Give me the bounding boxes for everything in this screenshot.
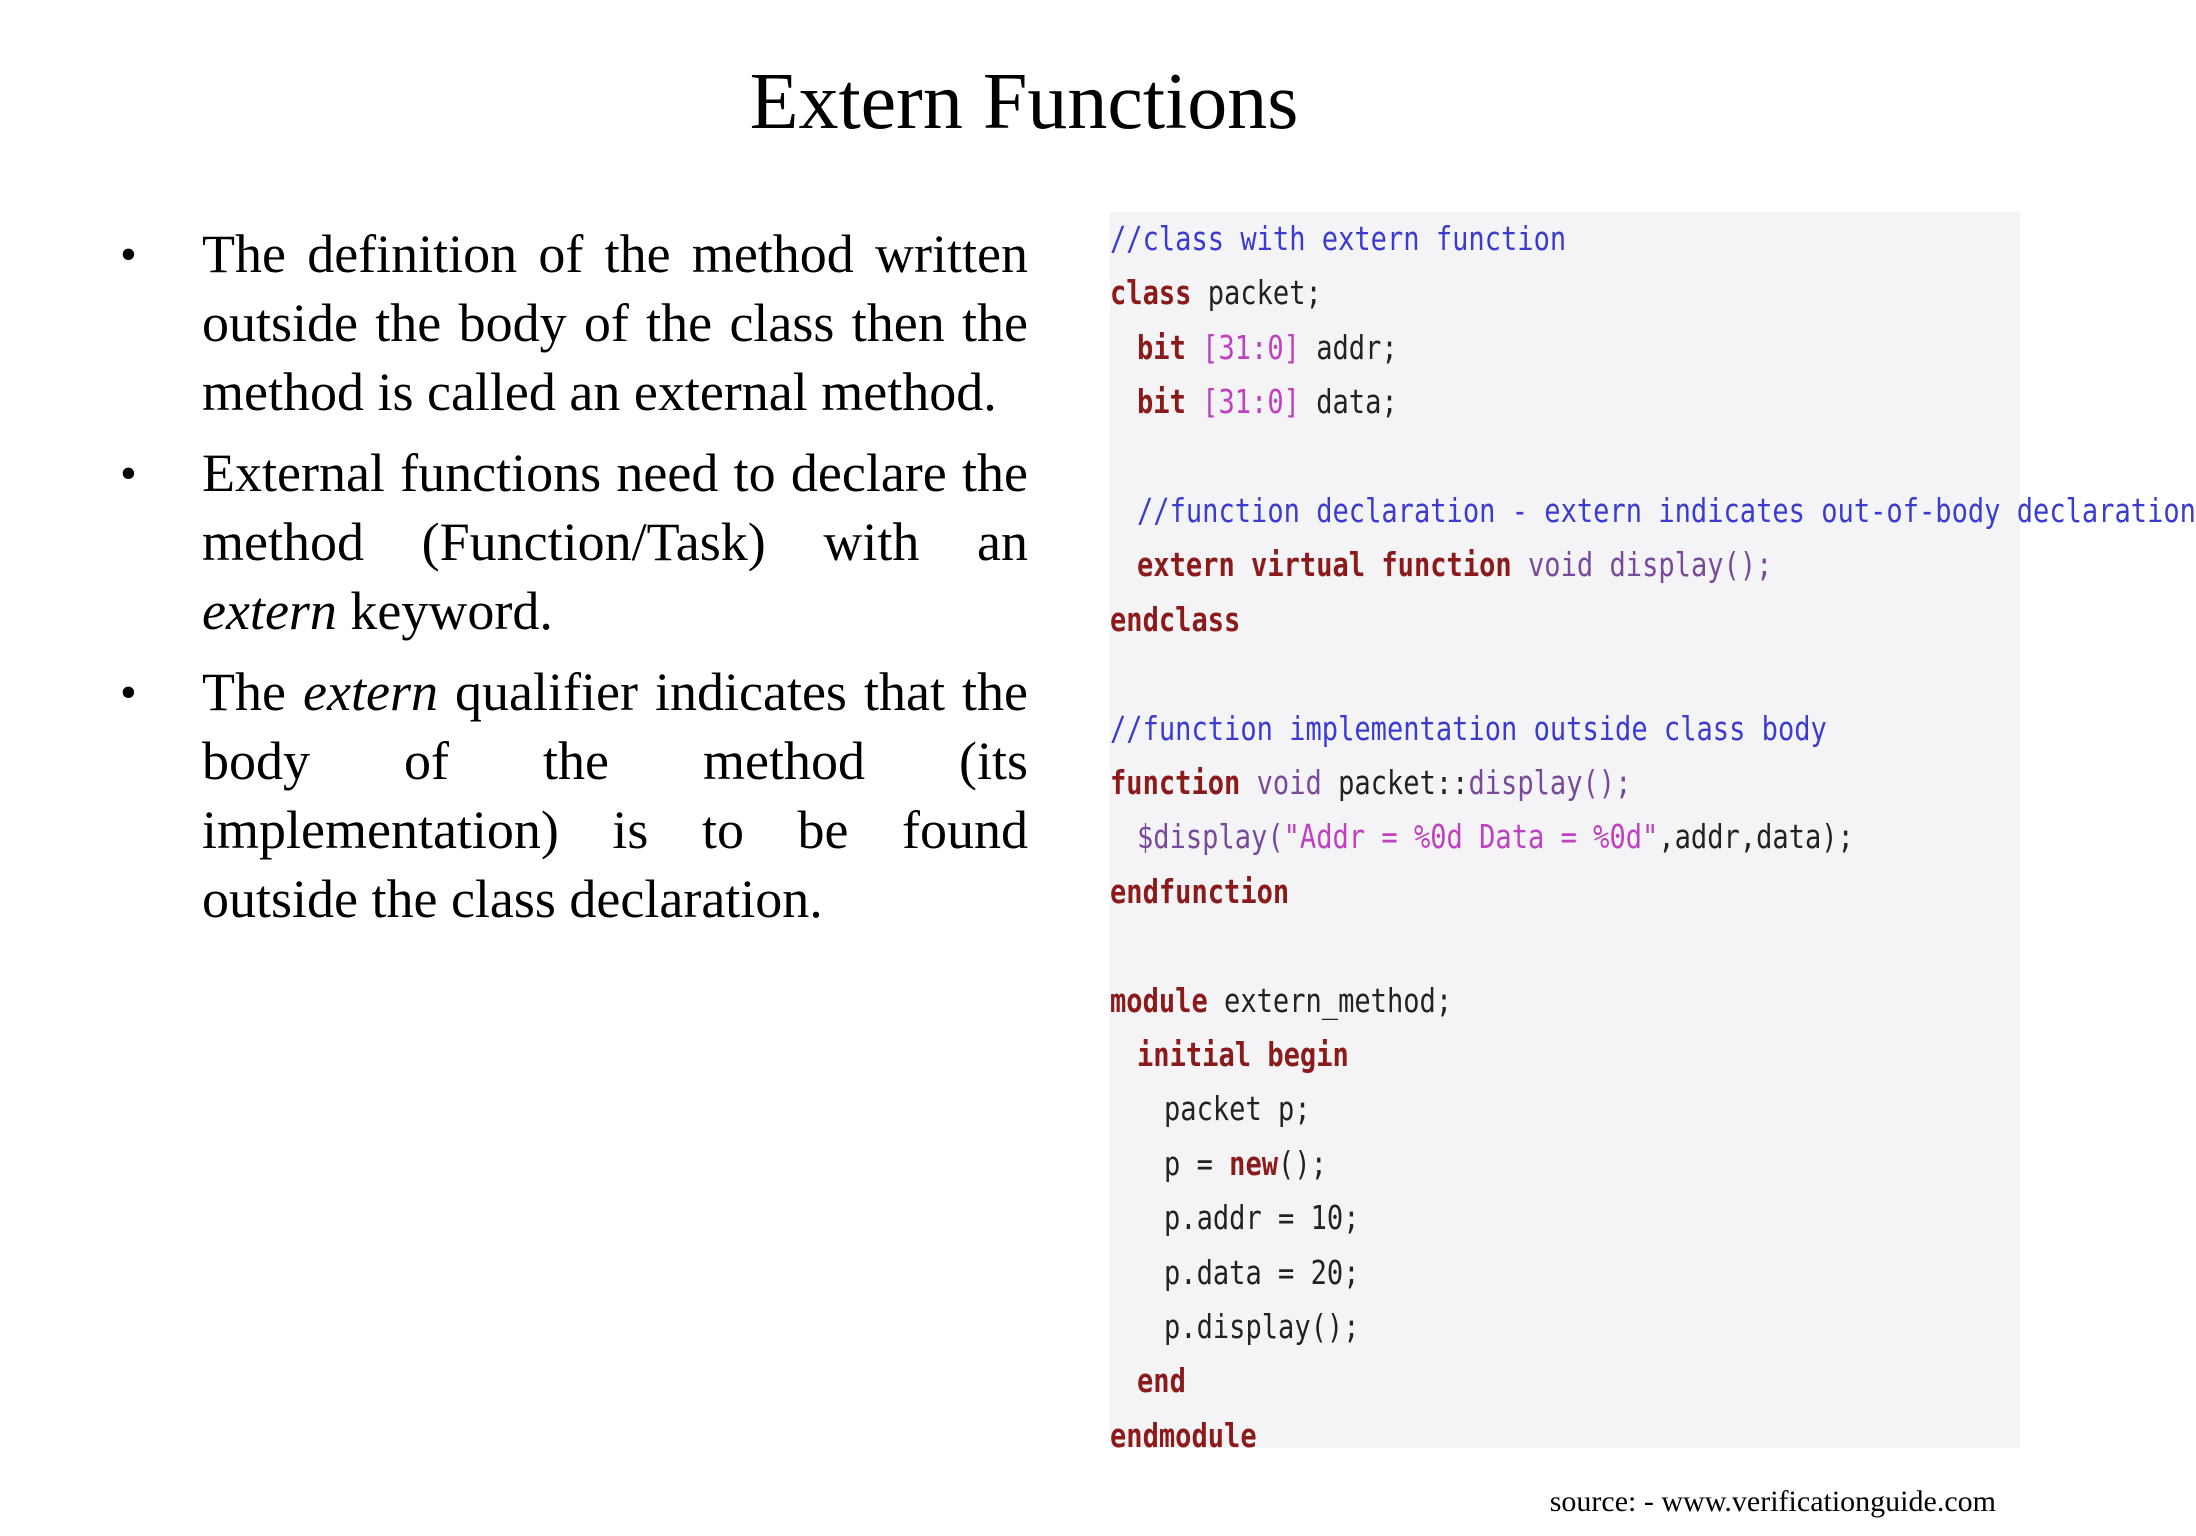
code-token [1240,763,1256,802]
code-token: new [1229,1143,1279,1183]
bullet-list [120,220,1028,946]
bullet-text: The [202,662,304,722]
code-token: endclass [1110,599,1241,639]
code-line [1110,865,1289,919]
code-line [1164,1082,1311,1136]
code-line [1110,266,1322,320]
code-token: $display( [1137,817,1284,857]
code-line [1164,1300,1360,1354]
code-line [1110,974,1452,1028]
code-token: data; [1299,382,1398,422]
code-token: endfunction [1110,871,1290,911]
code-line [1137,1354,1186,1408]
code-token: bit [1137,327,1186,367]
code-token: module [1110,980,1208,1020]
slide-title: Extern Functions [749,58,1299,146]
code-token: packet p; [1164,1089,1311,1129]
code-token: //function declaration - extern indicates out-of-body declaration [1137,491,2196,530]
code-token: //class with extern function [1110,219,1567,258]
code-line [1137,1028,1349,1082]
code-line [1110,212,1566,266]
code-token [1186,328,1202,367]
code-token: p = [1164,1143,1230,1183]
code-line [1137,321,1398,375]
bullet-item [120,658,1028,934]
code-token: extern virtual function [1137,545,1512,585]
code-token: "Addr = %0d Data = %0d" [1283,817,1659,857]
bullet-text: keyword. [336,581,553,641]
code-token: initial begin [1137,1035,1349,1074]
code-token: ,addr,data); [1658,817,1854,857]
code-token: packet; [1191,273,1322,313]
code-line [1110,1409,1257,1463]
code-token [1186,382,1202,421]
bullet-item [120,439,1028,646]
code-token: endmodule [1110,1415,1257,1455]
code-line [1137,538,1772,592]
bullet-item [120,220,1028,427]
code-token: packet:: [1321,763,1469,802]
code-token: addr; [1299,327,1398,367]
code-token: (); [1278,1143,1327,1183]
code-snippet [1110,212,2196,1455]
code-token: display(); [1468,763,1632,802]
code-token [1593,545,1609,584]
code-token: bit [1137,382,1186,422]
code-token: //function implementation outside class body [1110,708,1827,748]
code-token: [31:0] [1202,382,1300,422]
code-line [1110,593,1240,647]
code-token: end [1137,1361,1186,1401]
code-line [1164,1246,1360,1300]
code-line [1137,375,1398,429]
code-line [1164,1191,1360,1245]
bullet-dot-icon: • [120,666,137,719]
code-token: function [1110,763,1241,802]
code-token: void [1256,763,1322,802]
code-token: extern_method; [1207,980,1453,1020]
code-line [1110,756,1631,810]
bullet-keyword: extern [202,581,337,641]
code-line [1110,702,1827,756]
code-line [1137,810,1854,864]
code-line [1164,1137,1327,1191]
bullet-text: External functions need to declare the method (Function/Task) with an [202,443,1028,572]
code-token: void [1528,545,1594,585]
bullet-text: qualifier indicates that the body of the method (its implementation) is to be found outside the class declaration. [202,662,1029,929]
code-token: class [1110,273,1192,313]
bullet-keyword: extern [303,662,438,722]
bullet-dot-icon: • [120,447,137,500]
code-token: p.data = 20; [1164,1252,1360,1292]
code-token: p.display(); [1164,1307,1360,1346]
code-token [1512,545,1528,584]
code-token: p.addr = 10; [1164,1198,1360,1238]
code-line [1137,484,2196,538]
bullet-dot-icon: • [120,228,137,281]
code-token: [31:0] [1202,327,1300,367]
bullet-text: The definition of the method written outside the body of the class then the method is called an external method. [202,224,1028,422]
code-token: display(); [1609,545,1773,585]
source-credit: source: - www.verificationguide.com [1549,1485,1996,1518]
